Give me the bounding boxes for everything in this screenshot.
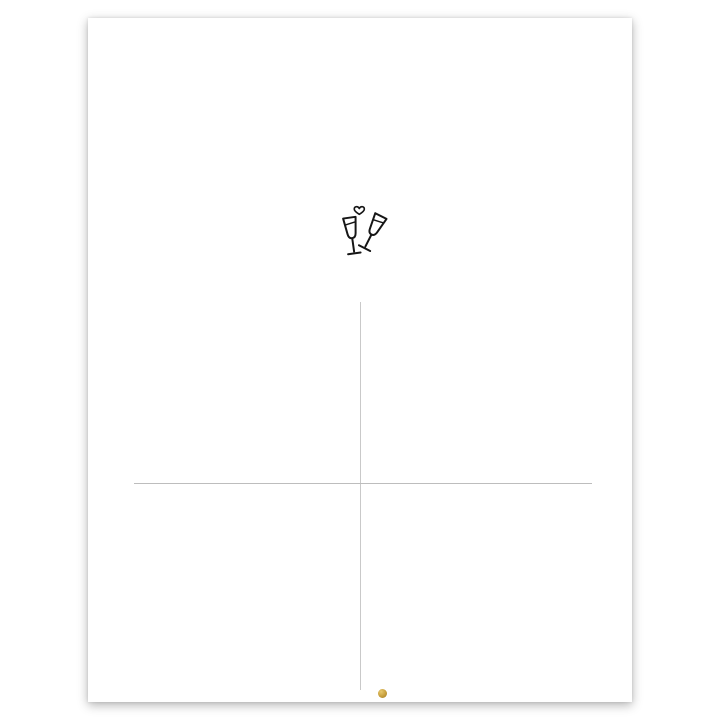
vertical-divider bbox=[360, 302, 361, 690]
horizontal-divider bbox=[134, 483, 592, 484]
round-2-section bbox=[360, 290, 632, 299]
round-4-section bbox=[360, 498, 632, 507]
round-3-section bbox=[88, 498, 360, 507]
round-1-section bbox=[88, 290, 360, 299]
champagne-glasses-with-heart-icon bbox=[335, 199, 389, 268]
drink-if-heading-row bbox=[88, 201, 632, 268]
gold-dot-icon bbox=[378, 689, 387, 698]
printable-game-card bbox=[88, 18, 632, 702]
